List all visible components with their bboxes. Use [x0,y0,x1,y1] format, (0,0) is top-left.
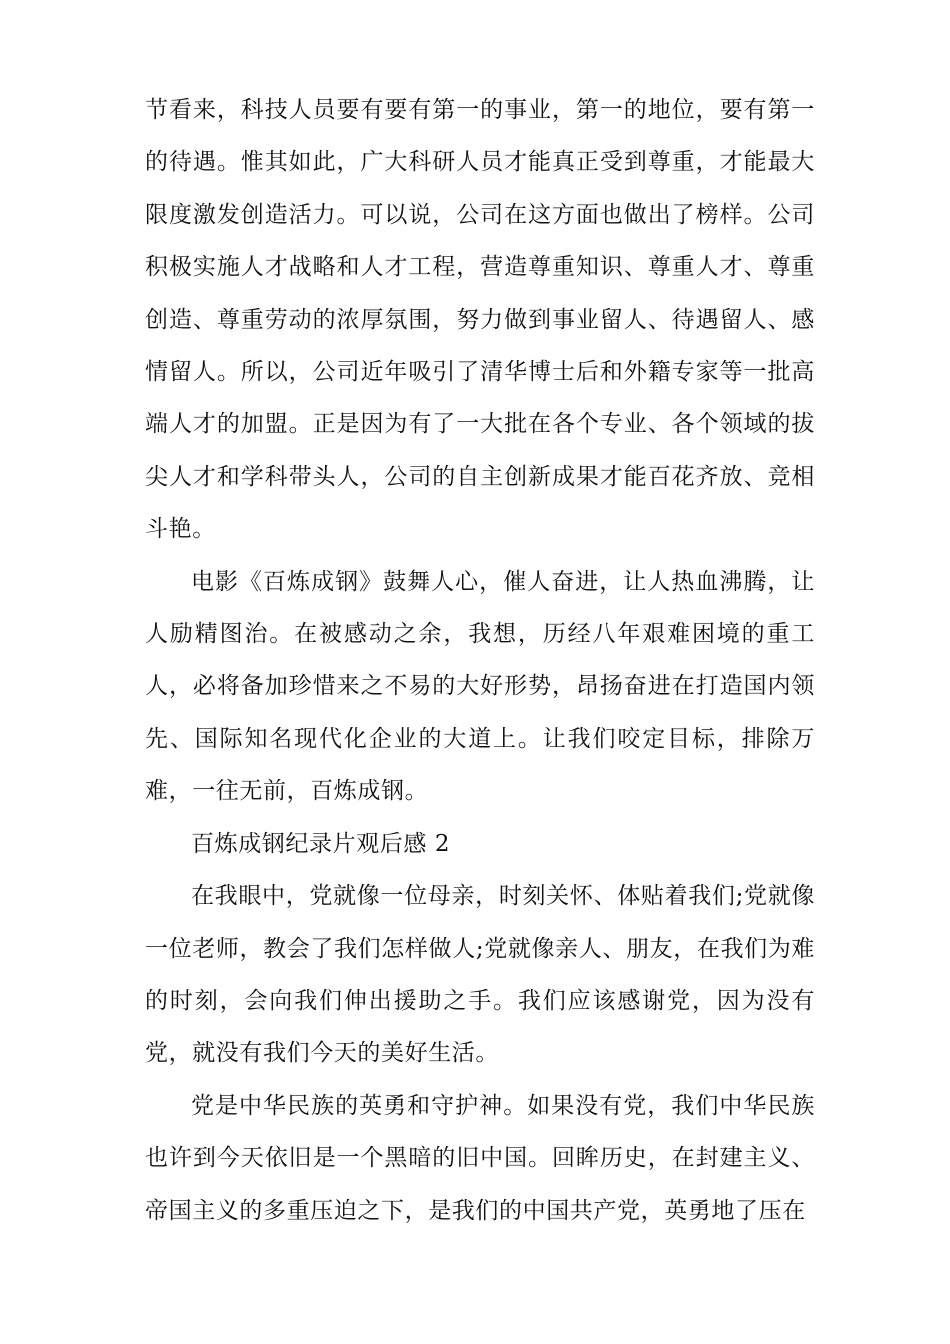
paragraph-film-review: 电影《百炼成钢》鼓舞人心，催人奋进，让人热血沸腾，让人励精图治。在被感动之余，我想，历经八年艰难困境的重工人，必将备加珍惜来之不易的大好形势，昂扬奋进在打造国内领先、国际知名现代化企业的大道上。让我们咬定目标，排除万难，一往无前，百炼成钢。 [145,568,815,805]
paragraph-continuation: 节看来，科技人员要有要有第一的事业，第一的地位，要有第一的待遇。惟其如此，广大科研人员才能真正受到尊重，才能最大限度激发创造活力。可以说，公司在这方面也做出了榜样。公司积极实施人才战略和人才工程，营造尊重知识、尊重人才、尊重创造、尊重劳动的浓厚氛围，努力做到事业留人、待遇留人、感情留人。所以，公司近年吸引了清华博士后和外籍专家等一批高端人才的加盟。正是因为有了一大批在各个专业、各个领域的拔尖人才和学科带头人，公司的自主创新成果才能百花齐放、竞相斗艳。 [145,97,815,543]
paragraph-party-mother: 在我眼中，党就像一位母亲，时刻关怀、体贴着我们;党就像一位老师，教会了我们怎样做人;党就像亲人、朋友，在我们为难的时刻，会向我们伸出援助之手。我们应该感谢党，因为没有党，就没有我们今天的美好生活。 [145,883,815,1067]
paragraph-party-guardian: 党是中华民族的英勇和守护神。如果没有党，我们中华民族也许到今天依旧是一个黑暗的旧中国。回眸历史，在封建主义、帝国主义的多重压迫之下，是我们的中国共产党，英勇地了压在 [145,1092,815,1224]
document-body [145,84,815,1237]
section-heading: 百炼成钢纪录片观后感 2 [191,830,451,857]
